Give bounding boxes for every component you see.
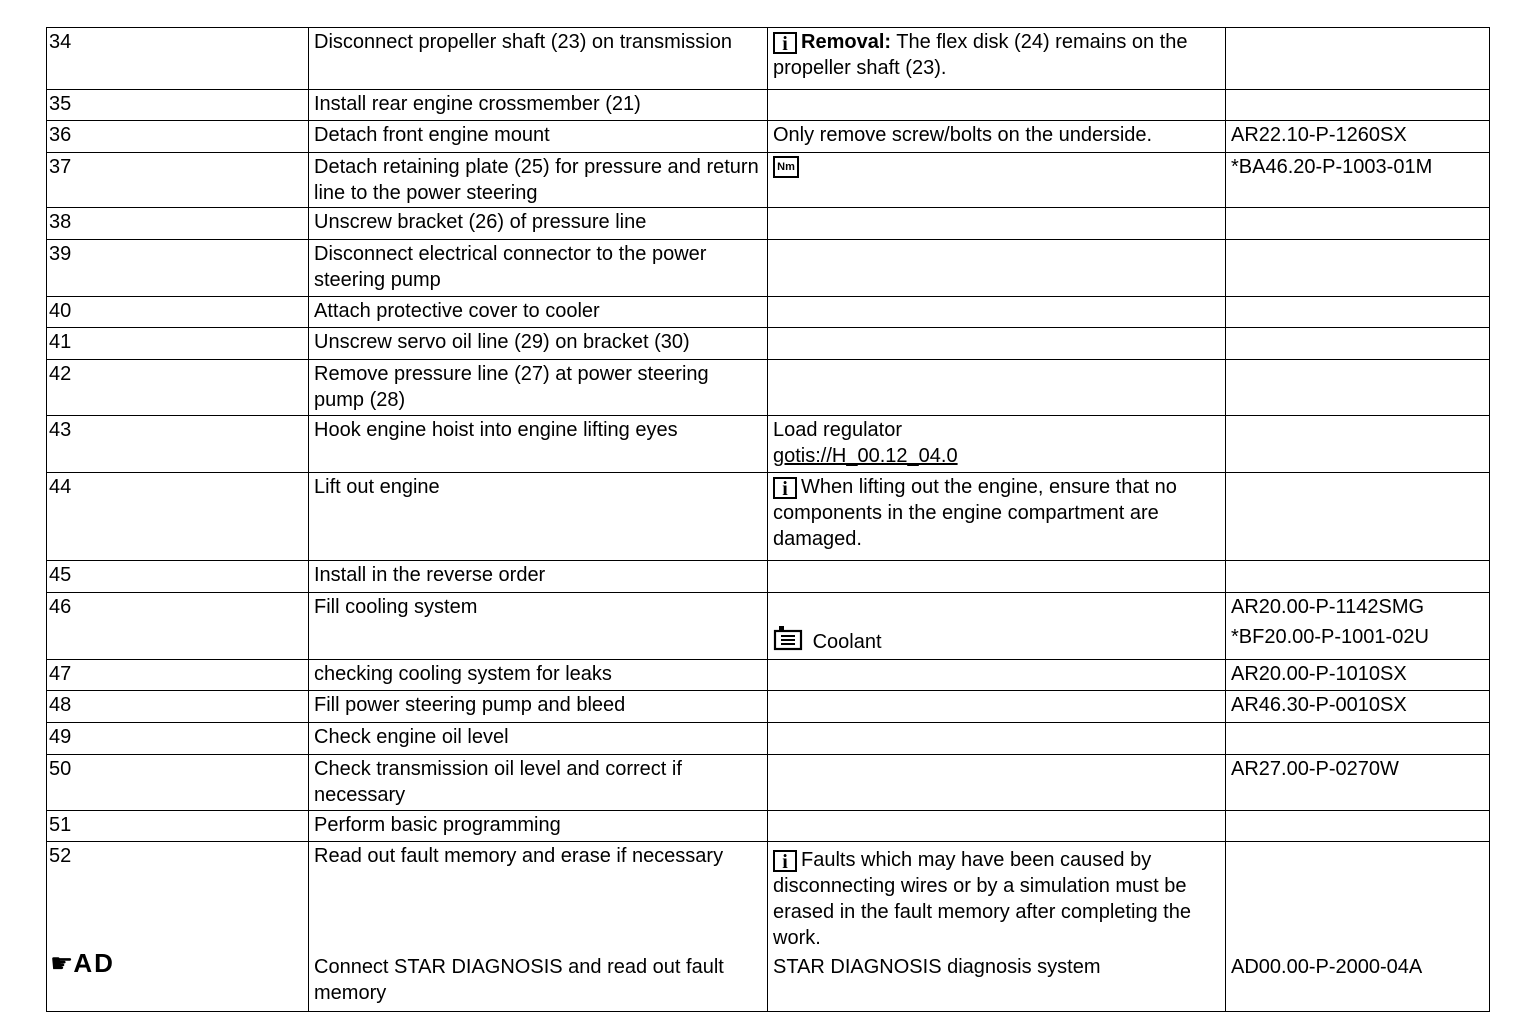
step-text: Remove pressure line (27) at power steering pump (28)	[309, 360, 768, 416]
step-text: Perform basic programming	[309, 811, 768, 842]
table-row	[47, 755, 1490, 811]
step-number: 41	[47, 328, 309, 360]
step-text: Fill power steering pump and bleed	[309, 691, 768, 723]
step-text: Unscrew servo oil line (29) on bracket (30)	[309, 328, 768, 360]
step-number: 37	[47, 153, 309, 208]
step-note	[768, 153, 1226, 208]
ad-label: AD	[73, 948, 115, 978]
note-text: Faults which may have been caused by disconnecting wires or by a simulation must be erased in the fault memory after completing the work.	[773, 849, 1191, 949]
step-number: 48	[47, 691, 309, 723]
step-note	[768, 416, 1226, 473]
note-text: The flex disk (24) remains on the propeller shaft (23).	[773, 31, 1188, 79]
gotis-link[interactable]: gotis://H_00.12_04.0	[773, 445, 958, 467]
table-row	[47, 811, 1490, 842]
step-number: 39	[47, 240, 309, 297]
step-reference	[1226, 593, 1490, 660]
step-number: 45	[47, 561, 309, 593]
note-text: When lifting out the engine, ensure that no components in the engine compartment are damaged.	[773, 476, 1177, 550]
step-number: 35	[47, 90, 309, 121]
table-row	[47, 660, 1490, 691]
step-reference	[1226, 473, 1490, 561]
step-number: 42	[47, 360, 309, 416]
info-icon: i	[773, 477, 797, 499]
step-text: Attach protective cover to cooler	[309, 297, 768, 328]
step-note	[768, 723, 1226, 755]
step-reference	[1226, 208, 1490, 240]
step-note	[768, 328, 1226, 360]
step-number: 49	[47, 723, 309, 755]
step-reference	[1226, 297, 1490, 328]
step-reference	[1226, 811, 1490, 842]
step-text	[309, 842, 768, 1012]
table-row	[47, 121, 1490, 153]
step-text: Detach retaining plate (25) for pressure and return line to the power steering	[309, 153, 768, 208]
step-note	[768, 240, 1226, 297]
step-reference	[1226, 723, 1490, 755]
coolant-icon	[773, 631, 813, 653]
step-note	[768, 360, 1226, 416]
table-row	[47, 297, 1490, 328]
step-number: 46	[47, 593, 309, 660]
step-text: Disconnect propeller shaft (23) on transmission	[309, 28, 768, 90]
step-number: 36	[47, 121, 309, 153]
step-reference[interactable]: AR22.10-P-1260SX	[1226, 121, 1490, 153]
table-row	[47, 153, 1490, 208]
step-note	[768, 28, 1226, 90]
reference-link[interactable]: *BF20.00-P-1001-02U	[1231, 626, 1429, 648]
ad-marker	[50, 950, 115, 979]
step-number: 38	[47, 208, 309, 240]
step-text: Unscrew bracket (26) of pressure line	[309, 208, 768, 240]
step-text: Check transmission oil level and correct if necessary	[309, 755, 768, 811]
step-reference	[1226, 90, 1490, 121]
step-reference[interactable]: AR20.00-P-1010SX	[1226, 660, 1490, 691]
table-row	[47, 723, 1490, 755]
step-reference	[1226, 561, 1490, 593]
table-row	[47, 90, 1490, 121]
step-note	[768, 660, 1226, 691]
step-note	[768, 561, 1226, 593]
step-note	[768, 691, 1226, 723]
step-text: Disconnect electrical connector to the power steering pump	[309, 240, 768, 297]
step-text: Fill cooling system	[309, 593, 768, 660]
pointing-hand-icon: ☛	[50, 948, 74, 978]
table-row	[47, 416, 1490, 473]
step-number: 40	[47, 297, 309, 328]
step-note	[768, 593, 1226, 660]
step-reference	[1226, 328, 1490, 360]
table-row	[47, 28, 1490, 90]
step-text: Lift out engine	[309, 473, 768, 561]
torque-nm-icon: Nm	[773, 156, 799, 178]
table-row	[47, 593, 1490, 660]
step-note	[768, 90, 1226, 121]
step-reference[interactable]: *BA46.20-P-1003-01M	[1226, 153, 1490, 208]
info-icon: i	[773, 850, 797, 872]
step-reference	[1226, 360, 1490, 416]
step-text: Install rear engine crossmember (21)	[309, 90, 768, 121]
step-note	[768, 755, 1226, 811]
step-note	[768, 208, 1226, 240]
step-note: Only remove screw/bolts on the underside.	[768, 121, 1226, 153]
table-row	[47, 561, 1490, 593]
table-row	[47, 360, 1490, 416]
note-label: Removal:	[801, 31, 892, 53]
step-text: Check engine oil level	[309, 723, 768, 755]
step-reference[interactable]: AR27.00-P-0270W	[1226, 755, 1490, 811]
step-note	[768, 811, 1226, 842]
step-number: 44	[47, 473, 309, 561]
step-note	[768, 473, 1226, 561]
table-row	[47, 328, 1490, 360]
step-reference	[1226, 416, 1490, 473]
step-reference[interactable]: AR46.30-P-0010SX	[1226, 691, 1490, 723]
step-note	[768, 297, 1226, 328]
step-text: checking cooling system for leaks	[309, 660, 768, 691]
info-icon: i	[773, 32, 797, 54]
step-number: 34	[47, 28, 309, 90]
step-number	[47, 842, 309, 1012]
table-row	[47, 842, 1490, 1012]
step-text: Hook engine hoist into engine lifting eyes	[309, 416, 768, 473]
table-row	[47, 691, 1490, 723]
note-text: Load regulator	[773, 419, 902, 441]
note-text-sub: STAR DIAGNOSIS diagnosis system	[773, 956, 1101, 978]
table-row	[47, 473, 1490, 561]
step-text: Install in the reverse order	[309, 561, 768, 593]
step-text-main: Read out fault memory and erase if necessary	[314, 845, 724, 867]
note-text: Coolant	[812, 631, 882, 653]
reference-link[interactable]: AR20.00-P-1142SMG	[1231, 596, 1425, 618]
step-reference	[1226, 240, 1490, 297]
step-number: 43	[47, 416, 309, 473]
step-text-sub: Connect STAR DIAGNOSIS and read out fault memory	[314, 956, 724, 1004]
step-number: 51	[47, 811, 309, 842]
step-reference	[1226, 842, 1490, 1012]
step-reference	[1226, 28, 1490, 90]
table-row	[47, 208, 1490, 240]
step-number: 50	[47, 755, 309, 811]
reference-link[interactable]: AD00.00-P-2000-04A	[1231, 956, 1423, 978]
table-row	[47, 240, 1490, 297]
step-number-value: 52	[49, 845, 72, 867]
step-number: 47	[47, 660, 309, 691]
procedure-table	[46, 27, 1490, 1012]
step-note	[768, 842, 1226, 1012]
step-text: Detach front engine mount	[309, 121, 768, 153]
